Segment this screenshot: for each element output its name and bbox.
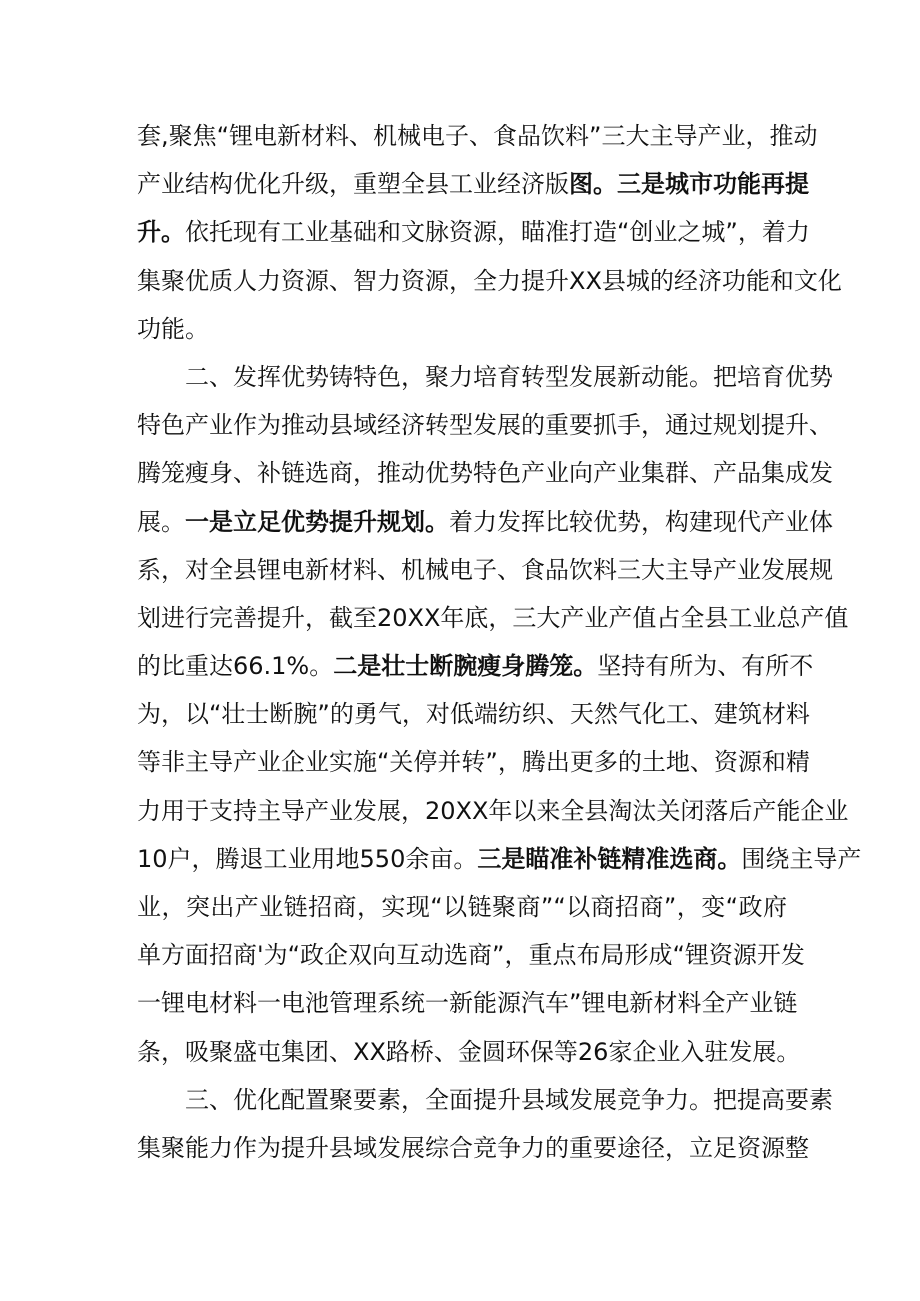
- text-line: [137, 979, 798, 1027]
- text-run: 划进行完善提升，截至20XX年底，三大产业产值占全县工业总产值: [137, 603, 849, 632]
- text-line: [137, 498, 833, 546]
- text-run: 坚持有所为、有所不: [597, 652, 814, 681]
- body-text: [137, 112, 862, 1172]
- text-line: [137, 1124, 809, 1172]
- text-run: 着力发挥比较优势，构建现代产业体: [449, 507, 833, 536]
- text-run: 特色产业作为推动县域经济转型发展的重要抓手，通过规划提升、: [137, 411, 833, 440]
- text-run: 为，以“壮士断腕”的勇气，对低端纺织、天然气化工、建筑材料: [137, 700, 810, 729]
- text-line: [137, 257, 842, 305]
- text-line: [137, 112, 818, 160]
- bold-heading-run: 三是瞄准补链精准选商。: [477, 844, 742, 873]
- text-line: [137, 931, 805, 979]
- text-line: [137, 835, 862, 883]
- text-line: [137, 401, 833, 449]
- text-line: [137, 642, 814, 690]
- text-run: 围绕主导产: [741, 844, 862, 873]
- bold-heading-run: 一是立足优势提升规划。: [185, 507, 449, 536]
- bold-heading-run: 二是壮士断腕瘦身腾笼。: [333, 652, 598, 681]
- text-line: [137, 305, 787, 353]
- text-run: 集聚优质人力资源、智力资源，全力提升XX县城的经济功能和文化: [137, 266, 842, 295]
- text-line: [137, 1028, 801, 1076]
- text-run: 力用于支持主导产业发展，20XX年以来全县淘汰关闭落后产能企业: [137, 796, 849, 825]
- text-line: [137, 546, 833, 594]
- text-run: 等非主导产业企业实施“关停并转”，腾出更多的土地、资源和精: [137, 748, 810, 777]
- text-run: 的比重达66.1%。: [137, 652, 334, 681]
- text-line: [137, 449, 833, 497]
- text-line: [137, 883, 787, 931]
- text-run: 一锂电材料一电池管理系统一新能源汽车”锂电新材料全产业链: [137, 989, 798, 1018]
- text-run: 条，吸聚盛屯集团、XX路桥、金圆环保等26家企业入驻发展。: [137, 1037, 801, 1066]
- text-line: [137, 690, 810, 738]
- text-run: 二、发挥优势铸特色，聚力培育转型发展新动能。把培育优势: [185, 362, 833, 391]
- text-run: 系，对全县锂电新材料、机械电子、食品饮料三大主导产业发展规: [137, 555, 833, 584]
- text-run: 三、优化配置聚要素，全面提升县域发展竞争力。把提高要素: [185, 1085, 833, 1114]
- text-run: 功能。: [137, 314, 209, 343]
- text-run: 套,聚焦“锂电新材料、机械电子、食品饮料”三大主导产业，推动: [137, 122, 818, 150]
- text-line: [137, 787, 849, 835]
- text-run: 集聚能力作为提升县域发展综合竞争力的重要途径，立足资源整: [137, 1133, 809, 1162]
- text-run: 单方面招商'为“政企双向互动选商”，重点布局形成“锂资源开发: [137, 941, 805, 970]
- text-line: [137, 738, 810, 786]
- text-line: [137, 160, 809, 208]
- paragraph-start-line: [137, 1076, 833, 1124]
- text-run: 产业结构优化升级，重塑全县工业经济版: [137, 170, 569, 199]
- text-line: [137, 208, 810, 256]
- text-run: 腾笼瘦身、补链选商，推动优势特色产业向产业集群、产品集成发: [137, 459, 833, 488]
- text-run: 依托现有工业基础和文脉资源，瞄准打造“创业之城”，着力: [185, 218, 810, 247]
- text-run: 展。: [137, 507, 185, 536]
- bold-heading-run: 图。三是城市功能再提: [569, 170, 809, 199]
- text-run: 业，突出产业链招商，实现“以链聚商”“以商招商”，变“政府: [137, 893, 787, 921]
- text-run: 10户，腾退工业用地550余亩。: [137, 844, 478, 873]
- text-line: [137, 594, 849, 642]
- bold-heading-run: 升。: [137, 218, 185, 247]
- paragraph-start-line: [137, 353, 833, 401]
